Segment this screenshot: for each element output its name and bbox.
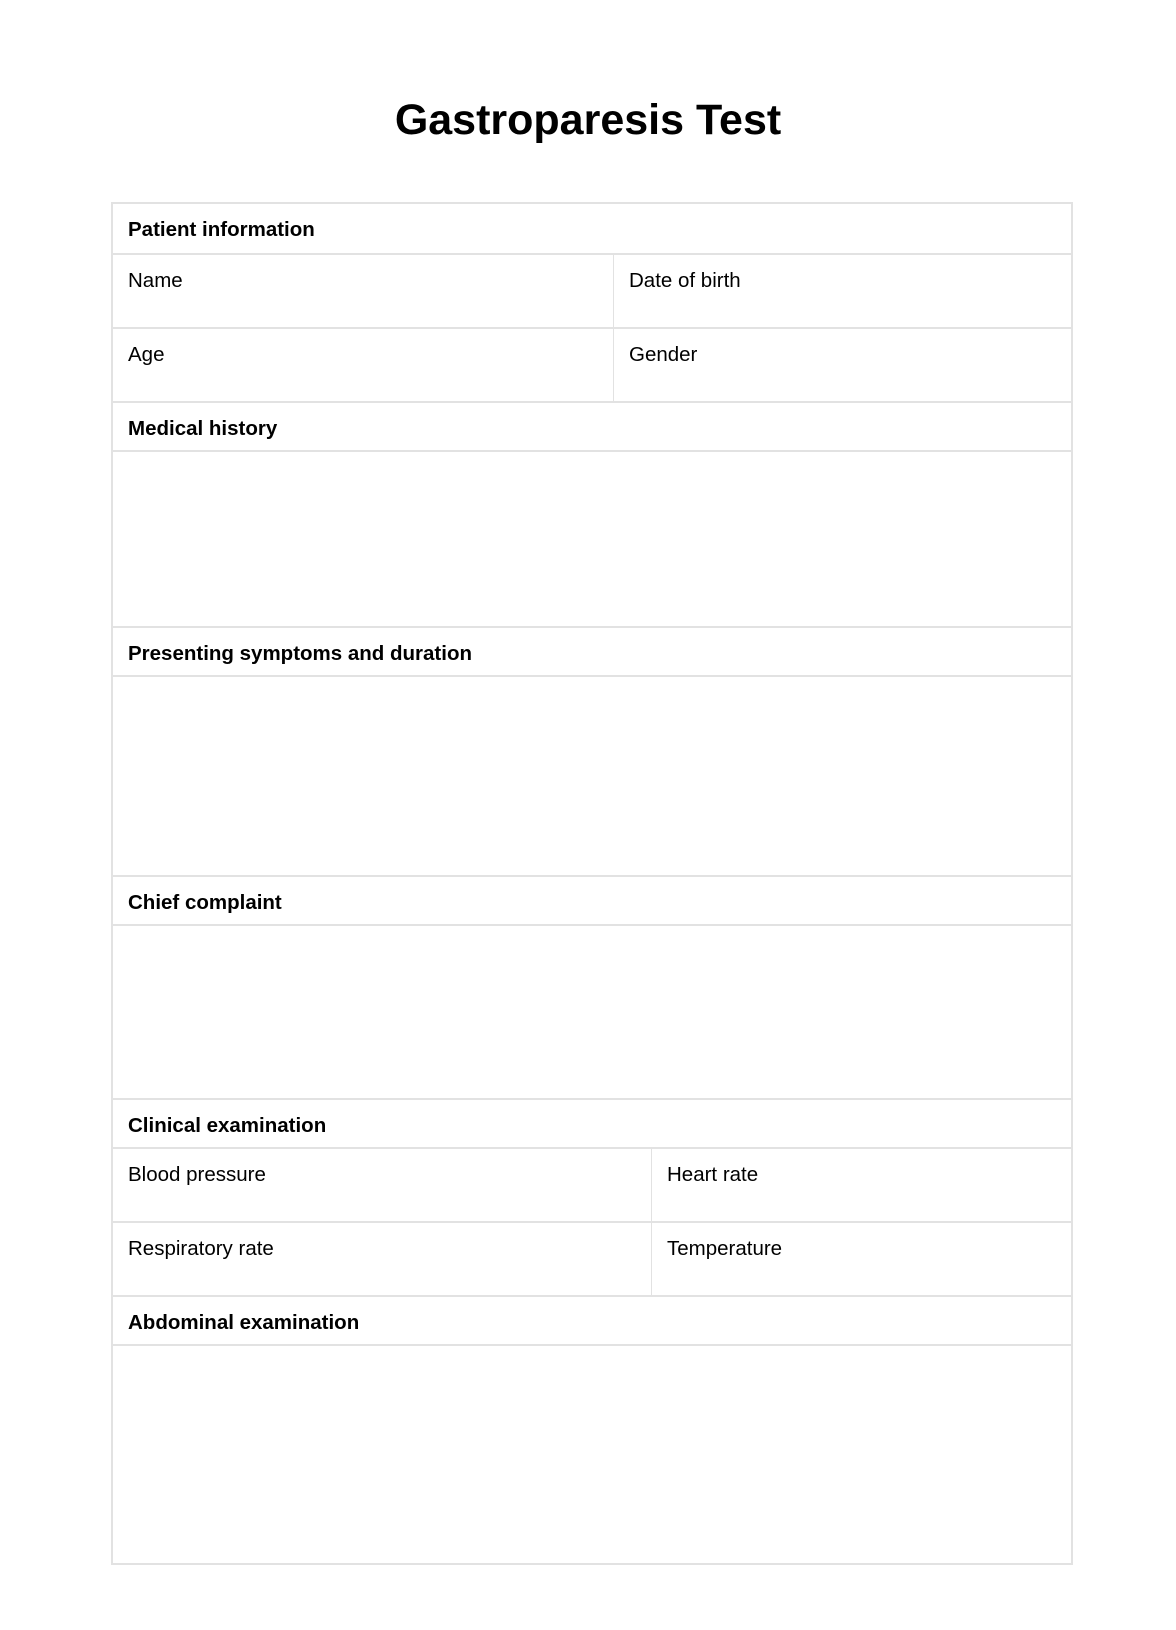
respiratory-rate-field[interactable]: Respiratory rate [128, 1237, 274, 1260]
blood-pressure-field[interactable]: Blood pressure [128, 1163, 266, 1186]
age-field[interactable]: Age [128, 343, 165, 366]
presenting-symptoms-input[interactable] [113, 675, 1071, 875]
section-header-clinical-examination: Clinical examination [113, 1098, 1071, 1147]
abdominal-examination-input[interactable] [113, 1344, 1071, 1563]
date-of-birth-field[interactable]: Date of birth [613, 255, 1071, 327]
name-field[interactable]: Name [128, 269, 183, 292]
gender-field[interactable]: Gender [613, 329, 1071, 401]
section-header-patient-information: Patient information [128, 218, 315, 241]
section-header-presenting-symptoms: Presenting symptoms and duration [113, 626, 1071, 675]
heart-rate-field[interactable]: Heart rate [651, 1149, 1071, 1221]
medical-history-input[interactable] [113, 450, 1071, 626]
chief-complaint-input[interactable] [113, 924, 1071, 1098]
clinical-row-2 [113, 1221, 1071, 1295]
patient-row-2 [113, 327, 1071, 401]
clinical-row-1 [113, 1147, 1071, 1221]
section-header-medical-history: Medical history [113, 401, 1071, 450]
patient-row-1 [113, 253, 1071, 327]
gastroparesis-form [111, 202, 1073, 1565]
page-title: Gastroparesis Test [394, 96, 782, 144]
temperature-field[interactable]: Temperature [651, 1223, 1071, 1295]
section-header-abdominal-examination: Abdominal examination [113, 1295, 1071, 1344]
section-header-chief-complaint: Chief complaint [113, 875, 1071, 924]
